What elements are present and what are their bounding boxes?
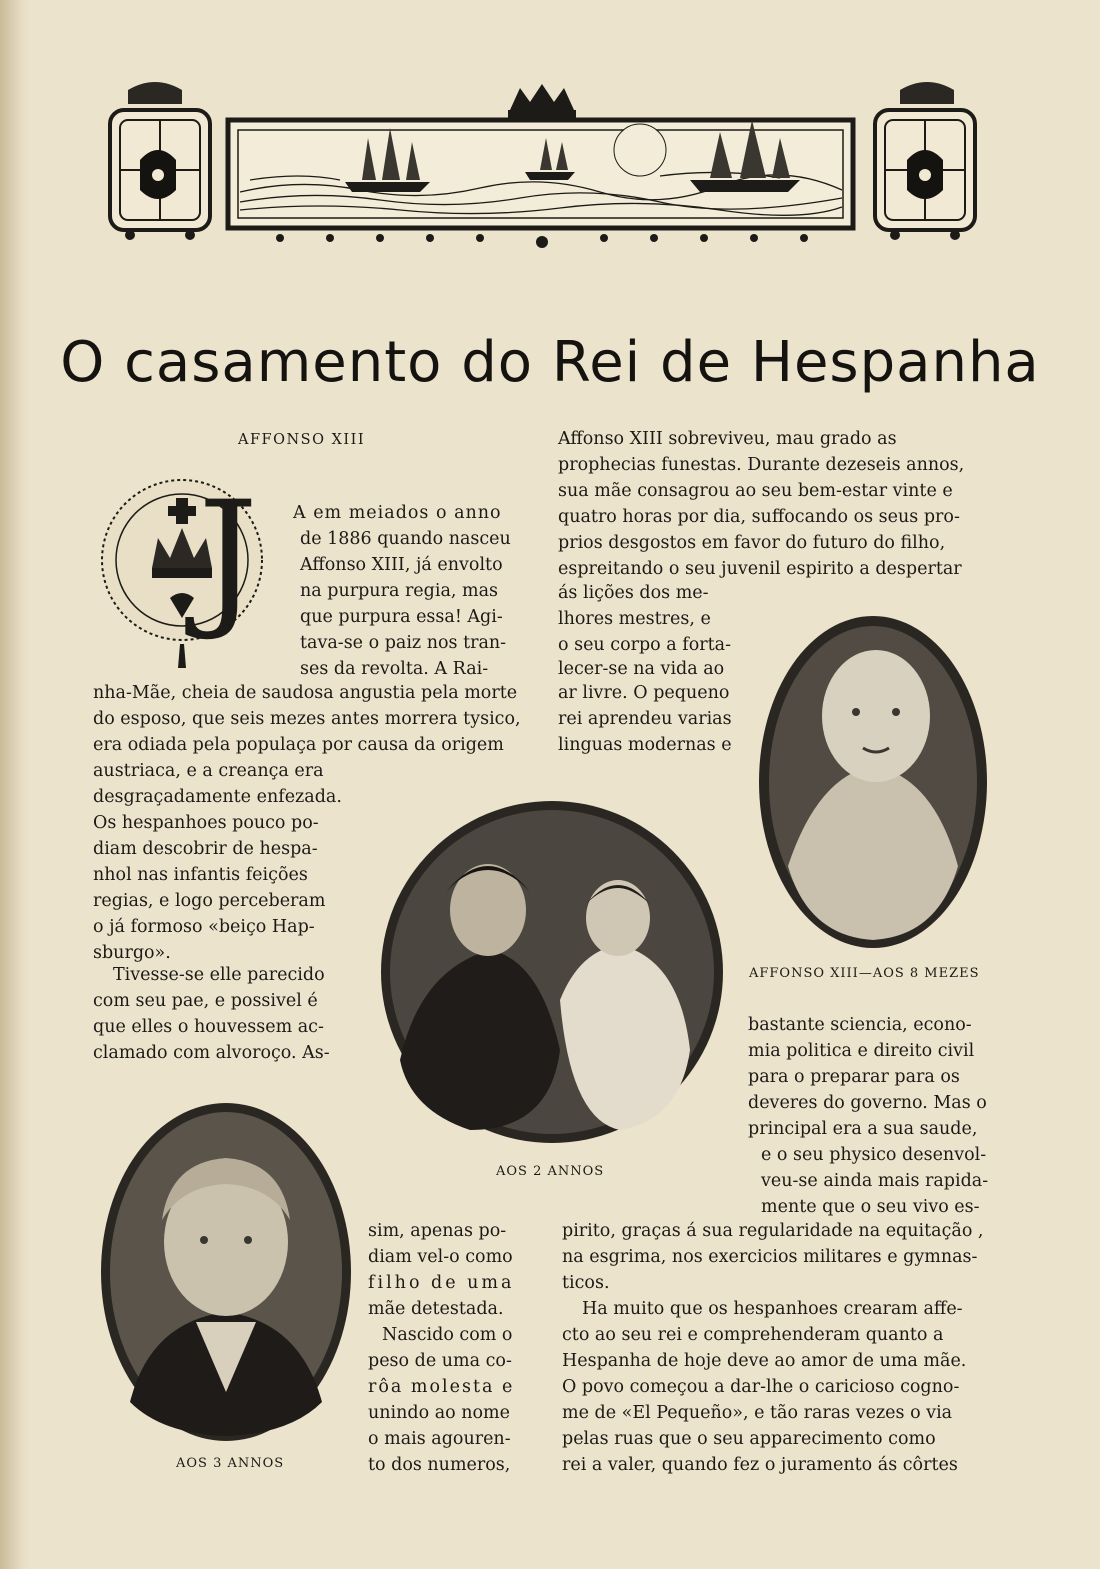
text-line: A em meiados o anno: [293, 503, 502, 523]
text-line: o já formoso «beiço Hap-: [93, 917, 315, 937]
dropcap-letter: J: [197, 470, 259, 644]
text-line: rei a valer, quando fez o juramento ás côrtes: [562, 1455, 958, 1475]
text-line: bastante sciencia, econo-: [748, 1015, 972, 1035]
text-line: Nascido com o: [382, 1325, 513, 1345]
text-line: austriaca, e a creança era: [93, 761, 324, 781]
text-line: prios desgostos em favor do futuro do filho,: [558, 533, 946, 553]
text-line: peso de uma co-: [368, 1351, 512, 1371]
article-title: O casamento do Rei de Hespanha: [60, 329, 1040, 395]
text-line: Affonso XIII sobreviveu, mau grado as: [558, 429, 897, 449]
text-line: Hespanha de hoje deve ao amor de uma mãe.: [562, 1351, 967, 1371]
text-line: ar livre. O pequeno: [558, 683, 730, 703]
text-line: mente que o seu vivo es-: [761, 1197, 980, 1217]
text-line: sim, apenas po-: [368, 1221, 507, 1241]
dropcap-ornament: [100, 468, 272, 673]
text-line: pirito, graças á sua regularidade na equitação ,: [562, 1221, 984, 1241]
caption-3-years: AOS 3 ANNOS: [176, 1456, 285, 1471]
text-line: veu-se ainda mais rapida-: [761, 1171, 989, 1191]
text-line: deveres do governo. Mas o: [748, 1093, 987, 1113]
text-line: com seu pae, e possivel é: [93, 991, 318, 1011]
text-line: e o seu physico desenvol-: [761, 1145, 987, 1165]
text-line: rôa molesta e: [368, 1377, 515, 1397]
text-line: mia politica e direito civil: [748, 1041, 975, 1061]
text-line: to dos numeros,: [368, 1455, 511, 1475]
text-line: era odiada pela populaça por causa da origem: [93, 735, 504, 755]
text-line: na purpura regia, mas: [300, 581, 499, 601]
text-line: sburgo».: [93, 943, 171, 963]
text-line: do esposo, que seis mezes antes morrera tysico,: [93, 709, 521, 729]
text-line: o seu corpo a forta-: [558, 635, 732, 655]
text-line: prophecias funestas. Durante dezeseis annos,: [558, 455, 965, 475]
text-line: diam descobrir de hespa-: [93, 839, 318, 859]
text-line: clamado com alvoroço. As-: [93, 1043, 330, 1063]
text-line: rei aprendeu varias: [558, 709, 732, 729]
text-line: que purpura essa! Agi-: [300, 607, 503, 627]
text-line: Ha muito que os hespanhoes crearam affe-: [582, 1299, 963, 1319]
text-line: diam vel-o como: [368, 1247, 513, 1267]
photo-2-years: [380, 800, 724, 1144]
text-line: lecer-se na vida ao: [558, 659, 725, 679]
text-line: ses da revolta. A Rai-: [300, 659, 489, 679]
text-line: mãe detestada.: [368, 1299, 504, 1319]
text-line: desgraçadamente enfezada.: [93, 787, 342, 807]
text-line: espreitando o seu juvenil espirito a despertar: [558, 559, 962, 579]
text-line: sua mãe consagrou ao seu bem-estar vinte e: [558, 481, 953, 501]
ornamental-border-icon: [276, 234, 808, 248]
text-line: nhol nas infantis feições: [93, 865, 308, 885]
photo-8-months: [758, 616, 988, 952]
text-line: O povo começou a dar-lhe o caricioso cogno-: [562, 1377, 960, 1397]
text-line: Os hespanhoes pouco po-: [93, 813, 319, 833]
left-coat-of-arms-icon: [110, 82, 210, 240]
text-line: ticos.: [562, 1273, 610, 1293]
text-line: Tivesse-se elle parecido: [113, 965, 325, 985]
text-line: Affonso XIII, já envolto: [300, 555, 503, 575]
text-line: quatro horas por dia, suffocando os seus pro-: [558, 507, 960, 527]
caption-8-months: AFFONSO XIII—AOS 8 MEZES: [749, 966, 980, 981]
header-ornament: [100, 80, 985, 260]
text-line: nha-Mãe, cheia de saudosa angustia pela morte: [93, 683, 518, 703]
caption-2-years: AOS 2 ANNOS: [496, 1164, 605, 1179]
text-line: na esgrima, nos exercicios militares e gymnas-: [562, 1247, 978, 1267]
text-line: para o preparar para os: [748, 1067, 960, 1087]
text-line: ás lições dos me-: [558, 583, 709, 603]
text-line: principal era a sua saude,: [748, 1119, 978, 1139]
photo-3-years: [100, 1102, 352, 1442]
text-line: me de «El Pequeño», e tão raras vezes o via: [562, 1403, 953, 1423]
text-line: pelas ruas que o seu apparecimento como: [562, 1429, 936, 1449]
text-line: o mais agouren-: [368, 1429, 511, 1449]
text-line: filho de uma: [368, 1273, 515, 1293]
page-binding-edge: [0, 0, 30, 1569]
section-heading: AFFONSO XIII: [238, 432, 366, 448]
text-line: de 1886 quando nasceu: [300, 529, 511, 549]
text-line: lhores mestres, e: [558, 609, 711, 629]
text-line: regias, e logo perceberam: [93, 891, 326, 911]
text-line: que elles o houvessem ac-: [93, 1017, 324, 1037]
right-coat-of-arms-icon: [875, 82, 975, 240]
crown-icon: [508, 84, 576, 118]
text-line: unindo ao nome: [368, 1403, 510, 1423]
text-line: cto ao seu rei e comprehenderam quanto a: [562, 1325, 944, 1345]
text-line: linguas modernas e: [558, 735, 732, 755]
text-line: tava-se o paiz nos tran-: [300, 633, 507, 653]
moon-icon: [614, 124, 666, 176]
